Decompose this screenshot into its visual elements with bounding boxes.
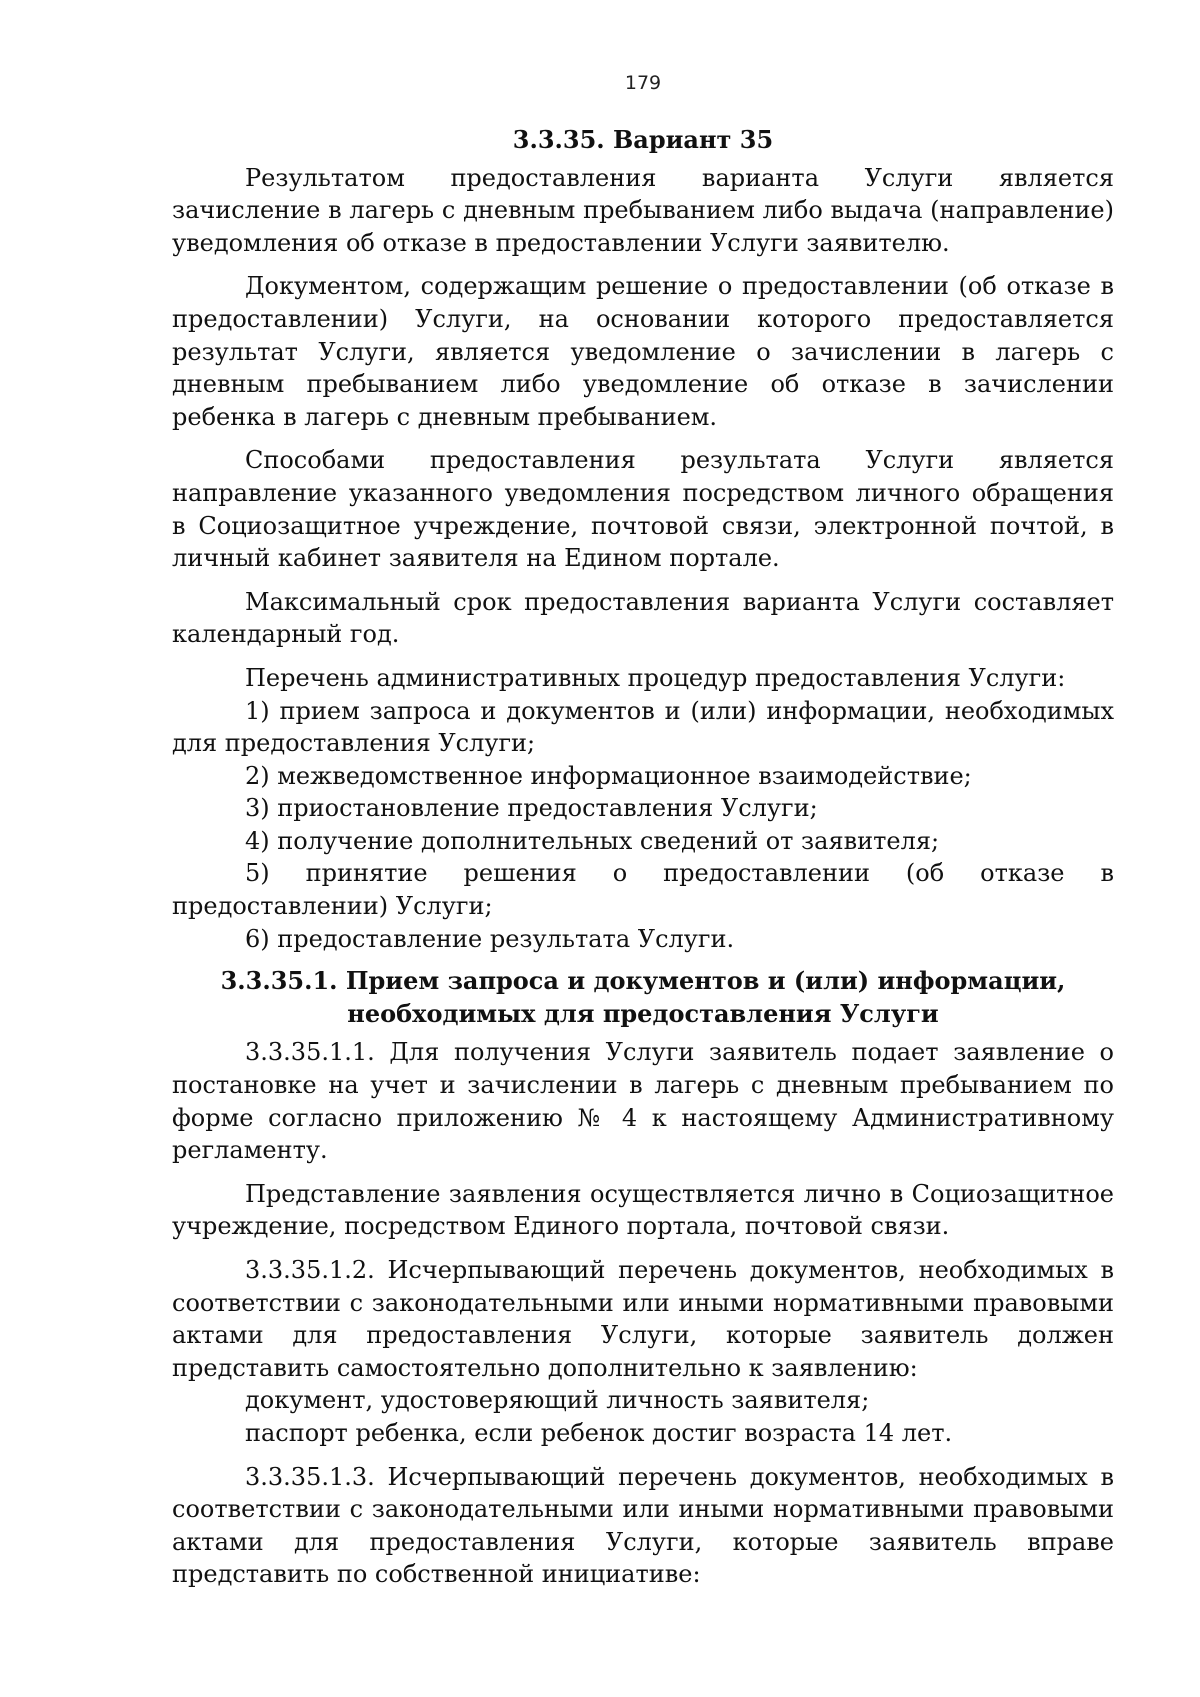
paragraph-delivery-methods: Способами предоставления результата Услуги является направление указанного уведомления посредством личного обращения в Социозащитное учреждение, почтовой связи, электронной почтой, в личный кабинет заявителя на Едином портале. [172,446,1114,573]
page-content [172,124,1114,1591]
procedure-item: 4) получение дополнительных сведений от заявителя; [245,826,940,855]
procedure-item: 1) прием запроса и документов и (или) информации, необходимых для предоставления Услуги; [172,696,1114,758]
paragraph-decision-document: Документом, содержащим решение о предоставлении (об отказе в предоставлении) Услуги, на основании которого предоставляется результат Услуги, является уведомление о зачислении в лагерь с дневным пребыванием либо уведомление об отказе в зачислении ребенка в лагерь с дневным пребыванием. [172,272,1114,431]
paragraph-optional-documents: 3.3.35.1.3. Исчерпывающий перечень документов, необходимых в соответствии с законодательными или иными нормативными правовыми актами для предоставления Услуги, которые заявитель вправе представить по собственной инициативе: [172,1462,1114,1589]
required-document-item: паспорт ребенка, если ребенок достиг возраста 14 лет. [245,1418,953,1447]
procedure-item: 6) предоставление результата Услуги. [245,924,735,953]
page-number: 179 [624,72,662,94]
paragraph-required-documents: 3.3.35.1.2. Исчерпывающий перечень документов, необходимых в соответствии с законодательными или иными нормативными правовыми актами для предоставления Услуги, которые заявитель должен представить самостоятельно дополнительно к заявлению: [172,1256,1114,1382]
required-document-item: документ, удостоверяющий личность заявителя; [245,1386,870,1415]
paragraph-max-term: Максимальный срок предоставления варианта Услуги составляет календарный год. [172,587,1114,649]
procedure-item: 3) приостановление предоставления Услуги; [245,794,818,823]
paragraph-submission: Представление заявления осуществляется лично в Социозащитное учреждение, посредством Единого портала, почтовой связи. [172,1179,1114,1241]
section-heading: 3.3.35. Вариант 35 [512,125,774,154]
subsection-heading: 3.3.35.1. Прием запроса и документов и (или) информации, необходимых для предоставления Услуги [220,966,1066,1028]
procedure-item: 5) принятие решения о предоставлении (об отказе в предоставлении) Услуги; [172,859,1114,921]
procedures-title: Перечень административных процедур предоставления Услуги: [245,663,1066,692]
procedure-item: 2) межведомственное информационное взаимодействие; [245,761,972,790]
paragraph-result: Результатом предоставления варианта Услуги является зачисление в лагерь с дневным пребыванием либо выдача (направление) уведомления об отказе в предоставлении Услуги заявителю. [172,163,1114,257]
paragraph-application: 3.3.35.1.1. Для получения Услуги заявитель подает заявление о постановке на учет и зачислении в лагерь с дневным пребыванием по форме согласно приложению № 4 к настоящему Административному регламенту. [172,1038,1114,1165]
